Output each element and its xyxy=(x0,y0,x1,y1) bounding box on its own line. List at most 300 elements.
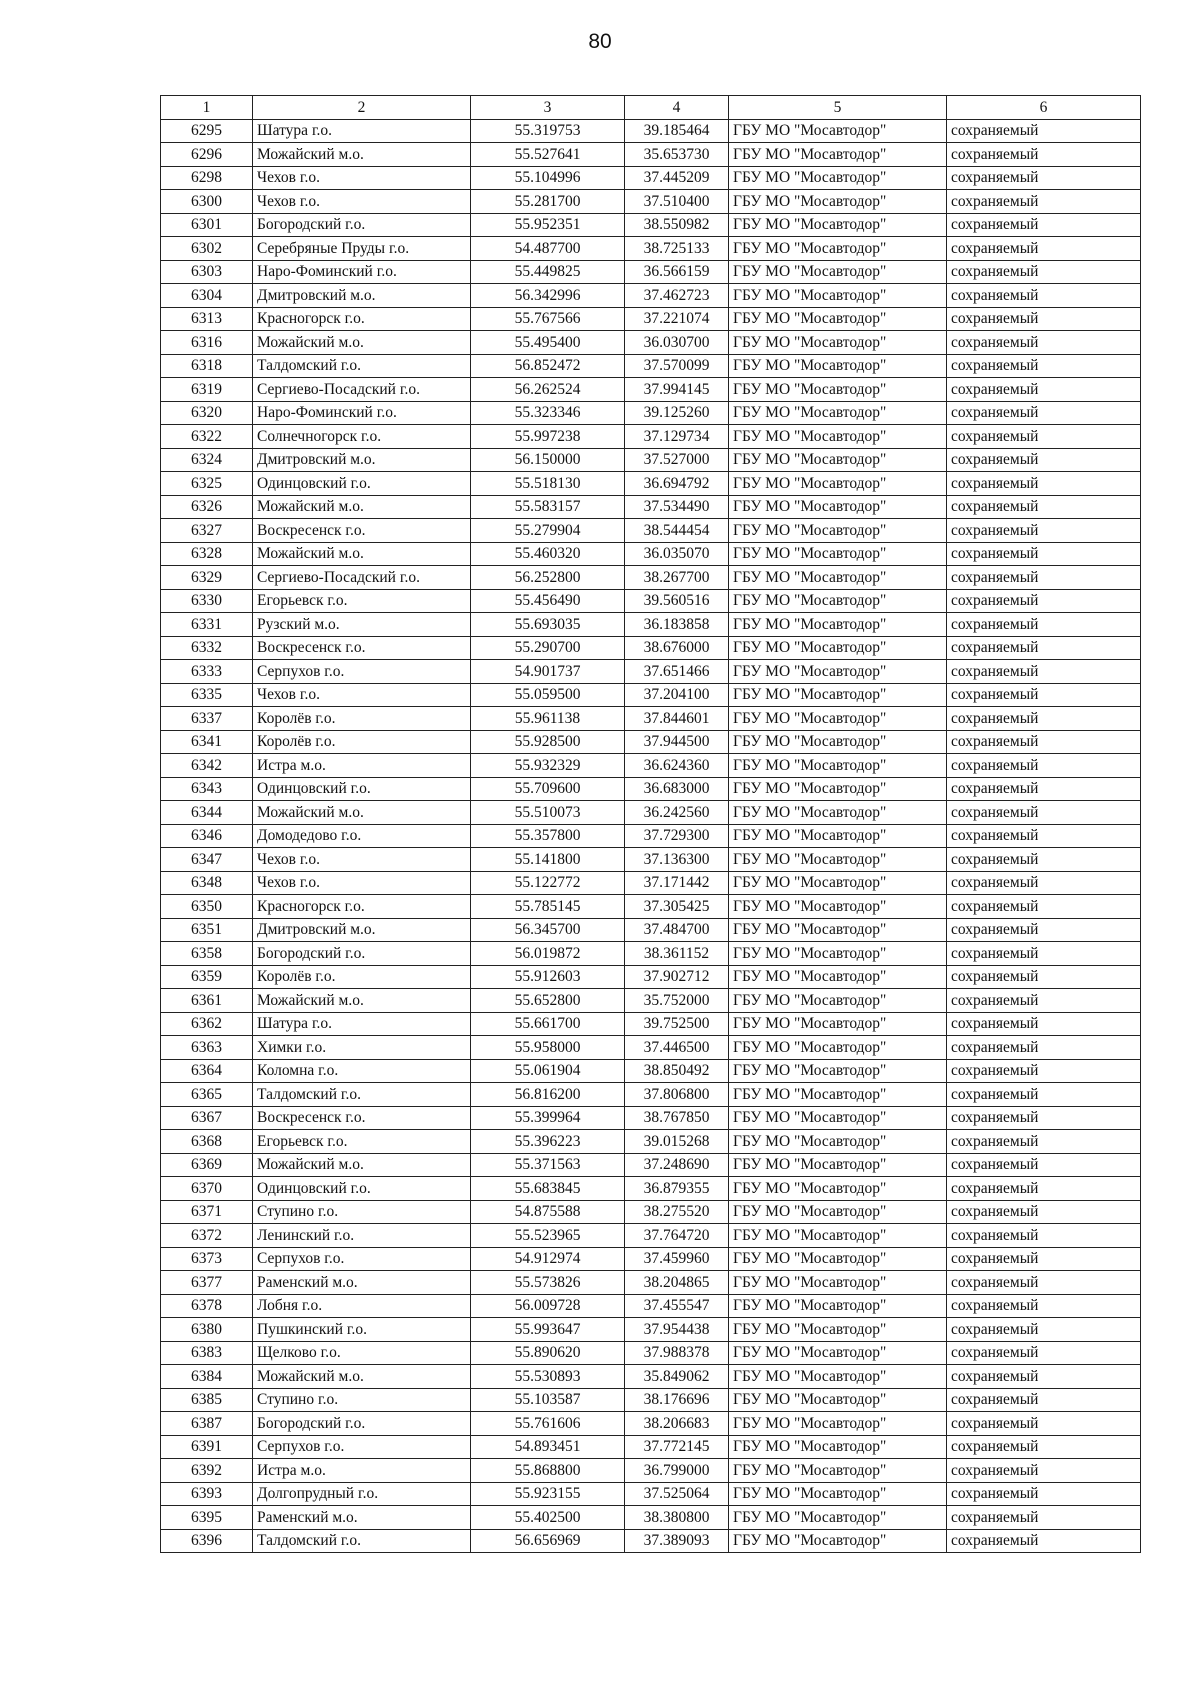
longitude-cell: 37.389093 xyxy=(625,1529,729,1553)
longitude-cell: 38.676000 xyxy=(625,636,729,660)
table-row xyxy=(161,566,1141,590)
row-number-cell: 6348 xyxy=(161,871,253,895)
municipality-cell: Ступино г.о. xyxy=(253,1388,471,1412)
longitude-cell: 37.806800 xyxy=(625,1083,729,1107)
status-cell: сохраняемый xyxy=(947,989,1141,1013)
longitude-cell: 39.125260 xyxy=(625,401,729,425)
table-row xyxy=(161,166,1141,190)
municipality-cell: Королёв г.о. xyxy=(253,707,471,731)
longitude-cell: 38.176696 xyxy=(625,1388,729,1412)
status-cell: сохраняемый xyxy=(947,1318,1141,1342)
table-row xyxy=(161,190,1141,214)
longitude-cell: 39.560516 xyxy=(625,589,729,613)
row-number-cell: 6295 xyxy=(161,119,253,143)
longitude-cell: 37.764720 xyxy=(625,1224,729,1248)
municipality-cell: Одинцовский г.о. xyxy=(253,472,471,496)
latitude-cell: 55.761606 xyxy=(471,1412,625,1436)
municipality-cell: Шатура г.о. xyxy=(253,119,471,143)
row-number-cell: 6329 xyxy=(161,566,253,590)
latitude-cell: 56.816200 xyxy=(471,1083,625,1107)
table-row xyxy=(161,1435,1141,1459)
latitude-cell: 55.932329 xyxy=(471,754,625,778)
longitude-cell: 37.459960 xyxy=(625,1247,729,1271)
municipality-cell: Можайский м.о. xyxy=(253,143,471,167)
latitude-cell: 56.852472 xyxy=(471,354,625,378)
latitude-cell: 55.993647 xyxy=(471,1318,625,1342)
organization-cell: ГБУ МО "Мосавтодор" xyxy=(729,190,947,214)
table-row xyxy=(161,284,1141,308)
table-row xyxy=(161,519,1141,543)
latitude-cell: 55.709600 xyxy=(471,777,625,801)
latitude-cell: 55.928500 xyxy=(471,730,625,754)
status-cell: сохраняемый xyxy=(947,1177,1141,1201)
status-cell: сохраняемый xyxy=(947,942,1141,966)
latitude-cell: 56.009728 xyxy=(471,1294,625,1318)
longitude-cell: 39.185464 xyxy=(625,119,729,143)
row-number-cell: 6385 xyxy=(161,1388,253,1412)
longitude-cell: 36.035070 xyxy=(625,542,729,566)
latitude-cell: 55.399964 xyxy=(471,1106,625,1130)
municipality-cell: Можайский м.о. xyxy=(253,495,471,519)
row-number-cell: 6384 xyxy=(161,1365,253,1389)
row-number-cell: 6391 xyxy=(161,1435,253,1459)
longitude-cell: 36.566159 xyxy=(625,260,729,284)
organization-cell: ГБУ МО "Мосавтодор" xyxy=(729,1083,947,1107)
status-cell: сохраняемый xyxy=(947,495,1141,519)
table-row xyxy=(161,378,1141,402)
row-number-cell: 6367 xyxy=(161,1106,253,1130)
table-row xyxy=(161,1388,1141,1412)
row-number-cell: 6313 xyxy=(161,307,253,331)
organization-cell: ГБУ МО "Мосавтодор" xyxy=(729,1412,947,1436)
row-number-cell: 6316 xyxy=(161,331,253,355)
organization-cell: ГБУ МО "Мосавтодор" xyxy=(729,589,947,613)
organization-cell: ГБУ МО "Мосавтодор" xyxy=(729,1247,947,1271)
longitude-cell: 38.550982 xyxy=(625,213,729,237)
latitude-cell: 54.912974 xyxy=(471,1247,625,1271)
table-row xyxy=(161,542,1141,566)
row-number-cell: 6335 xyxy=(161,683,253,707)
longitude-cell: 36.683000 xyxy=(625,777,729,801)
longitude-cell: 36.183858 xyxy=(625,613,729,637)
latitude-cell: 56.656969 xyxy=(471,1529,625,1553)
table-row xyxy=(161,636,1141,660)
latitude-cell: 55.868800 xyxy=(471,1459,625,1483)
table-row xyxy=(161,660,1141,684)
row-number-cell: 6324 xyxy=(161,448,253,472)
longitude-cell: 36.879355 xyxy=(625,1177,729,1201)
status-cell: сохраняемый xyxy=(947,190,1141,214)
table-row xyxy=(161,1365,1141,1389)
status-cell: сохраняемый xyxy=(947,1059,1141,1083)
row-number-cell: 6395 xyxy=(161,1506,253,1530)
longitude-cell: 37.772145 xyxy=(625,1435,729,1459)
status-cell: сохраняемый xyxy=(947,378,1141,402)
latitude-cell: 55.661700 xyxy=(471,1012,625,1036)
row-number-cell: 6322 xyxy=(161,425,253,449)
municipality-cell: Раменский м.о. xyxy=(253,1271,471,1295)
table-row xyxy=(161,965,1141,989)
status-cell: сохраняемый xyxy=(947,260,1141,284)
municipality-cell: Егорьевск г.о. xyxy=(253,1130,471,1154)
row-number-cell: 6333 xyxy=(161,660,253,684)
row-number-cell: 6319 xyxy=(161,378,253,402)
row-number-cell: 6330 xyxy=(161,589,253,613)
status-cell: сохраняемый xyxy=(947,613,1141,637)
longitude-cell: 37.462723 xyxy=(625,284,729,308)
row-number-cell: 6373 xyxy=(161,1247,253,1271)
municipality-cell: Серпухов г.о. xyxy=(253,1435,471,1459)
longitude-cell: 38.206683 xyxy=(625,1412,729,1436)
status-cell: сохраняемый xyxy=(947,284,1141,308)
longitude-cell: 37.527000 xyxy=(625,448,729,472)
latitude-cell: 55.683845 xyxy=(471,1177,625,1201)
status-cell: сохраняемый xyxy=(947,1388,1141,1412)
status-cell: сохраняемый xyxy=(947,519,1141,543)
status-cell: сохраняемый xyxy=(947,1224,1141,1248)
longitude-cell: 38.380800 xyxy=(625,1506,729,1530)
table-row xyxy=(161,1224,1141,1248)
municipality-cell: Коломна г.о. xyxy=(253,1059,471,1083)
status-cell: сохраняемый xyxy=(947,918,1141,942)
latitude-cell: 55.059500 xyxy=(471,683,625,707)
latitude-cell: 55.357800 xyxy=(471,824,625,848)
registry-table xyxy=(160,95,1141,1553)
longitude-cell: 35.752000 xyxy=(625,989,729,1013)
longitude-cell: 37.844601 xyxy=(625,707,729,731)
longitude-cell: 37.221074 xyxy=(625,307,729,331)
organization-cell: ГБУ МО "Мосавтодор" xyxy=(729,284,947,308)
organization-cell: ГБУ МО "Мосавтодор" xyxy=(729,166,947,190)
status-cell: сохраняемый xyxy=(947,895,1141,919)
latitude-cell: 55.319753 xyxy=(471,119,625,143)
latitude-cell: 56.345700 xyxy=(471,918,625,942)
latitude-cell: 55.767566 xyxy=(471,307,625,331)
organization-cell: ГБУ МО "Мосавтодор" xyxy=(729,801,947,825)
status-cell: сохраняемый xyxy=(947,754,1141,778)
organization-cell: ГБУ МО "Мосавтодор" xyxy=(729,707,947,731)
municipality-cell: Лобня г.о. xyxy=(253,1294,471,1318)
longitude-cell: 39.015268 xyxy=(625,1130,729,1154)
municipality-cell: Чехов г.о. xyxy=(253,848,471,872)
row-number-cell: 6362 xyxy=(161,1012,253,1036)
status-cell: сохраняемый xyxy=(947,660,1141,684)
longitude-cell: 37.534490 xyxy=(625,495,729,519)
column-header: 3 xyxy=(471,96,625,120)
table-row xyxy=(161,448,1141,472)
row-number-cell: 6365 xyxy=(161,1083,253,1107)
row-number-cell: 6326 xyxy=(161,495,253,519)
table-row xyxy=(161,589,1141,613)
status-cell: сохраняемый xyxy=(947,1506,1141,1530)
organization-cell: ГБУ МО "Мосавтодор" xyxy=(729,425,947,449)
longitude-cell: 39.752500 xyxy=(625,1012,729,1036)
table-row xyxy=(161,1200,1141,1224)
status-cell: сохраняемый xyxy=(947,1412,1141,1436)
organization-cell: ГБУ МО "Мосавтодор" xyxy=(729,260,947,284)
latitude-cell: 56.252800 xyxy=(471,566,625,590)
table-row xyxy=(161,1036,1141,1060)
status-cell: сохраняемый xyxy=(947,472,1141,496)
status-cell: сохраняемый xyxy=(947,1529,1141,1553)
municipality-cell: Можайский м.о. xyxy=(253,331,471,355)
longitude-cell: 37.446500 xyxy=(625,1036,729,1060)
status-cell: сохраняемый xyxy=(947,1083,1141,1107)
longitude-cell: 38.204865 xyxy=(625,1271,729,1295)
latitude-cell: 56.262524 xyxy=(471,378,625,402)
municipality-cell: Талдомский г.о. xyxy=(253,354,471,378)
municipality-cell: Королёв г.о. xyxy=(253,965,471,989)
municipality-cell: Серебряные Пруды г.о. xyxy=(253,237,471,261)
row-number-cell: 6396 xyxy=(161,1529,253,1553)
latitude-cell: 54.875588 xyxy=(471,1200,625,1224)
municipality-cell: Дмитровский м.о. xyxy=(253,448,471,472)
row-number-cell: 6377 xyxy=(161,1271,253,1295)
row-number-cell: 6372 xyxy=(161,1224,253,1248)
organization-cell: ГБУ МО "Мосавтодор" xyxy=(729,683,947,707)
latitude-cell: 55.527641 xyxy=(471,143,625,167)
organization-cell: ГБУ МО "Мосавтодор" xyxy=(729,1341,947,1365)
municipality-cell: Щелково г.о. xyxy=(253,1341,471,1365)
organization-cell: ГБУ МО "Мосавтодор" xyxy=(729,895,947,919)
organization-cell: ГБУ МО "Мосавтодор" xyxy=(729,213,947,237)
latitude-cell: 55.281700 xyxy=(471,190,625,214)
latitude-cell: 55.912603 xyxy=(471,965,625,989)
status-cell: сохраняемый xyxy=(947,1200,1141,1224)
municipality-cell: Рузский м.о. xyxy=(253,613,471,637)
latitude-cell: 55.530893 xyxy=(471,1365,625,1389)
municipality-cell: Дмитровский м.о. xyxy=(253,284,471,308)
longitude-cell: 38.361152 xyxy=(625,942,729,966)
latitude-cell: 55.061904 xyxy=(471,1059,625,1083)
municipality-cell: Наро-Фоминский г.о. xyxy=(253,401,471,425)
column-header: 6 xyxy=(947,96,1141,120)
row-number-cell: 6368 xyxy=(161,1130,253,1154)
table-row xyxy=(161,401,1141,425)
row-number-cell: 6303 xyxy=(161,260,253,284)
status-cell: сохраняемый xyxy=(947,683,1141,707)
municipality-cell: Сергиево-Посадский г.о. xyxy=(253,378,471,402)
table-row xyxy=(161,143,1141,167)
longitude-cell: 37.204100 xyxy=(625,683,729,707)
longitude-cell: 37.570099 xyxy=(625,354,729,378)
latitude-cell: 55.958000 xyxy=(471,1036,625,1060)
latitude-cell: 55.518130 xyxy=(471,472,625,496)
organization-cell: ГБУ МО "Мосавтодор" xyxy=(729,401,947,425)
column-header: 5 xyxy=(729,96,947,120)
organization-cell: ГБУ МО "Мосавтодор" xyxy=(729,848,947,872)
organization-cell: ГБУ МО "Мосавтодор" xyxy=(729,989,947,1013)
row-number-cell: 6387 xyxy=(161,1412,253,1436)
longitude-cell: 37.129734 xyxy=(625,425,729,449)
column-header: 4 xyxy=(625,96,729,120)
municipality-cell: Красногорск г.о. xyxy=(253,895,471,919)
row-number-cell: 6358 xyxy=(161,942,253,966)
row-number-cell: 6361 xyxy=(161,989,253,1013)
organization-cell: ГБУ МО "Мосавтодор" xyxy=(729,378,947,402)
latitude-cell: 55.693035 xyxy=(471,613,625,637)
municipality-cell: Красногорск г.о. xyxy=(253,307,471,331)
organization-cell: ГБУ МО "Мосавтодор" xyxy=(729,1318,947,1342)
table-row xyxy=(161,425,1141,449)
latitude-cell: 54.901737 xyxy=(471,660,625,684)
municipality-cell: Можайский м.о. xyxy=(253,1365,471,1389)
longitude-cell: 38.275520 xyxy=(625,1200,729,1224)
organization-cell: ГБУ МО "Мосавтодор" xyxy=(729,1200,947,1224)
table-body xyxy=(161,119,1141,1553)
latitude-cell: 55.141800 xyxy=(471,848,625,872)
organization-cell: ГБУ МО "Мосавтодор" xyxy=(729,1435,947,1459)
latitude-cell: 55.785145 xyxy=(471,895,625,919)
municipality-cell: Пушкинский г.о. xyxy=(253,1318,471,1342)
organization-cell: ГБУ МО "Мосавтодор" xyxy=(729,1388,947,1412)
municipality-cell: Серпухов г.о. xyxy=(253,660,471,684)
organization-cell: ГБУ МО "Мосавтодор" xyxy=(729,519,947,543)
organization-cell: ГБУ МО "Мосавтодор" xyxy=(729,1459,947,1483)
table-row xyxy=(161,354,1141,378)
table-row xyxy=(161,1294,1141,1318)
latitude-cell: 55.890620 xyxy=(471,1341,625,1365)
organization-cell: ГБУ МО "Мосавтодор" xyxy=(729,918,947,942)
status-cell: сохраняемый xyxy=(947,1130,1141,1154)
organization-cell: ГБУ МО "Мосавтодор" xyxy=(729,965,947,989)
row-number-cell: 6351 xyxy=(161,918,253,942)
latitude-cell: 55.583157 xyxy=(471,495,625,519)
row-number-cell: 6392 xyxy=(161,1459,253,1483)
longitude-cell: 36.624360 xyxy=(625,754,729,778)
municipality-cell: Чехов г.о. xyxy=(253,190,471,214)
latitude-cell: 55.495400 xyxy=(471,331,625,355)
header-row xyxy=(161,96,1141,120)
row-number-cell: 6328 xyxy=(161,542,253,566)
table-row xyxy=(161,1177,1141,1201)
organization-cell: ГБУ МО "Мосавтодор" xyxy=(729,1059,947,1083)
latitude-cell: 55.402500 xyxy=(471,1506,625,1530)
municipality-cell: Богородский г.о. xyxy=(253,1412,471,1436)
row-number-cell: 6300 xyxy=(161,190,253,214)
row-number-cell: 6378 xyxy=(161,1294,253,1318)
status-cell: сохраняемый xyxy=(947,307,1141,331)
municipality-cell: Егорьевск г.о. xyxy=(253,589,471,613)
table-row xyxy=(161,777,1141,801)
row-number-cell: 6296 xyxy=(161,143,253,167)
table-row xyxy=(161,1318,1141,1342)
longitude-cell: 37.248690 xyxy=(625,1153,729,1177)
status-cell: сохраняемый xyxy=(947,542,1141,566)
longitude-cell: 37.455547 xyxy=(625,1294,729,1318)
organization-cell: ГБУ МО "Мосавтодор" xyxy=(729,1224,947,1248)
table-row xyxy=(161,754,1141,778)
municipality-cell: Истра м.о. xyxy=(253,1459,471,1483)
status-cell: сохраняемый xyxy=(947,636,1141,660)
status-cell: сохраняемый xyxy=(947,801,1141,825)
table-row xyxy=(161,1459,1141,1483)
table-row xyxy=(161,730,1141,754)
table-row xyxy=(161,895,1141,919)
status-cell: сохраняемый xyxy=(947,1036,1141,1060)
row-number-cell: 6341 xyxy=(161,730,253,754)
table-row xyxy=(161,848,1141,872)
municipality-cell: Королёв г.о. xyxy=(253,730,471,754)
organization-cell: ГБУ МО "Мосавтодор" xyxy=(729,730,947,754)
longitude-cell: 37.305425 xyxy=(625,895,729,919)
municipality-cell: Раменский м.о. xyxy=(253,1506,471,1530)
organization-cell: ГБУ МО "Мосавтодор" xyxy=(729,636,947,660)
status-cell: сохраняемый xyxy=(947,730,1141,754)
municipality-cell: Солнечногорск г.о. xyxy=(253,425,471,449)
municipality-cell: Можайский м.о. xyxy=(253,1153,471,1177)
row-number-cell: 6301 xyxy=(161,213,253,237)
municipality-cell: Чехов г.о. xyxy=(253,166,471,190)
row-number-cell: 6343 xyxy=(161,777,253,801)
longitude-cell: 36.799000 xyxy=(625,1459,729,1483)
organization-cell: ГБУ МО "Мосавтодор" xyxy=(729,1036,947,1060)
organization-cell: ГБУ МО "Мосавтодор" xyxy=(729,1012,947,1036)
organization-cell: ГБУ МО "Мосавтодор" xyxy=(729,119,947,143)
municipality-cell: Ленинский г.о. xyxy=(253,1224,471,1248)
longitude-cell: 35.653730 xyxy=(625,143,729,167)
row-number-cell: 6325 xyxy=(161,472,253,496)
latitude-cell: 55.573826 xyxy=(471,1271,625,1295)
row-number-cell: 6327 xyxy=(161,519,253,543)
municipality-cell: Воскресенск г.о. xyxy=(253,636,471,660)
table-row xyxy=(161,1153,1141,1177)
table-row xyxy=(161,1130,1141,1154)
latitude-cell: 55.652800 xyxy=(471,989,625,1013)
status-cell: сохраняемый xyxy=(947,166,1141,190)
organization-cell: ГБУ МО "Мосавтодор" xyxy=(729,1365,947,1389)
table-row xyxy=(161,871,1141,895)
row-number-cell: 6320 xyxy=(161,401,253,425)
latitude-cell: 55.323346 xyxy=(471,401,625,425)
status-cell: сохраняемый xyxy=(947,1012,1141,1036)
status-cell: сохраняемый xyxy=(947,1153,1141,1177)
organization-cell: ГБУ МО "Мосавтодор" xyxy=(729,871,947,895)
latitude-cell: 55.104996 xyxy=(471,166,625,190)
latitude-cell: 55.456490 xyxy=(471,589,625,613)
municipality-cell: Ступино г.о. xyxy=(253,1200,471,1224)
table-row xyxy=(161,1271,1141,1295)
column-header: 2 xyxy=(253,96,471,120)
table-row xyxy=(161,307,1141,331)
table-row xyxy=(161,1059,1141,1083)
municipality-cell: Шатура г.о. xyxy=(253,1012,471,1036)
longitude-cell: 37.994145 xyxy=(625,378,729,402)
status-cell: сохраняемый xyxy=(947,1294,1141,1318)
longitude-cell: 37.988378 xyxy=(625,1341,729,1365)
row-number-cell: 6369 xyxy=(161,1153,253,1177)
status-cell: сохраняемый xyxy=(947,848,1141,872)
row-number-cell: 6363 xyxy=(161,1036,253,1060)
longitude-cell: 36.030700 xyxy=(625,331,729,355)
row-number-cell: 6302 xyxy=(161,237,253,261)
latitude-cell: 54.487700 xyxy=(471,237,625,261)
row-number-cell: 6332 xyxy=(161,636,253,660)
organization-cell: ГБУ МО "Мосавтодор" xyxy=(729,1506,947,1530)
organization-cell: ГБУ МО "Мосавтодор" xyxy=(729,1294,947,1318)
organization-cell: ГБУ МО "Мосавтодор" xyxy=(729,754,947,778)
status-cell: сохраняемый xyxy=(947,1247,1141,1271)
latitude-cell: 55.510073 xyxy=(471,801,625,825)
status-cell: сохраняемый xyxy=(947,1435,1141,1459)
status-cell: сохраняемый xyxy=(947,401,1141,425)
table-row xyxy=(161,495,1141,519)
status-cell: сохраняемый xyxy=(947,1341,1141,1365)
row-number-cell: 6383 xyxy=(161,1341,253,1365)
longitude-cell: 36.242560 xyxy=(625,801,729,825)
municipality-cell: Серпухов г.о. xyxy=(253,1247,471,1271)
organization-cell: ГБУ МО "Мосавтодор" xyxy=(729,824,947,848)
